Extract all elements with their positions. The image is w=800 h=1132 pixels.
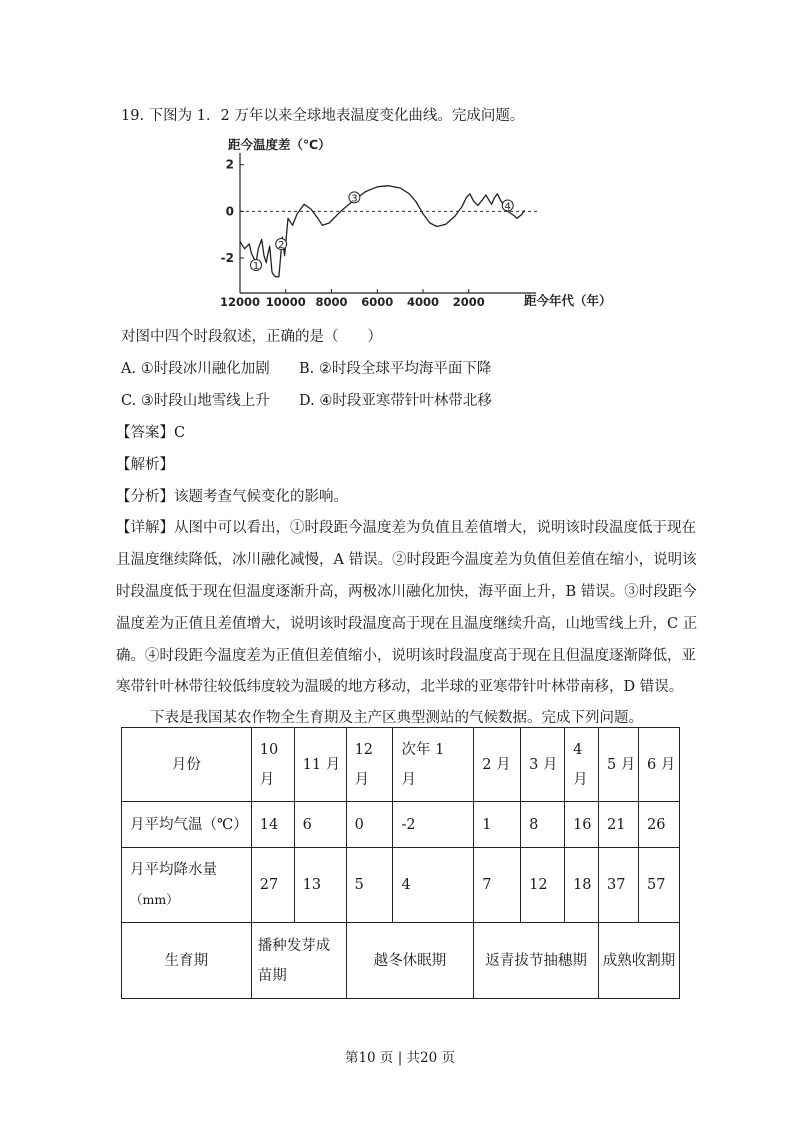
temperature-change-chart (219, 137, 618, 315)
precipitation-cell: 57 (638, 848, 679, 923)
detail-line-5: 确。④时段距今温度差为正值但差值缩小，说明该时段温度高于现在且但温度逐渐降低，亚 (116, 648, 696, 664)
question-prompt: 对图中四个时段叙述，正确的是（ ） (121, 329, 382, 345)
stage-cell: 越冬休眠期 (346, 923, 474, 999)
temperature-cell: 6 (294, 802, 346, 848)
month-cell: 4 月 (565, 728, 599, 802)
precipitation-cell: 12 (521, 848, 565, 923)
detail-line-6: 寒带针叶林带往较低纬度较为温暖的地方移动，北半球的亚寒带针叶林带南移，D 错误。 (116, 679, 684, 695)
answer: 【答案】C (116, 425, 186, 441)
stage-cell: 成熟收割期 (599, 923, 680, 999)
precip-label: 月平均降水量 (130, 862, 217, 878)
precipitation-cell: 37 (599, 848, 639, 923)
month-cell: 10 月 (251, 728, 294, 802)
temperature-cell: 16 (565, 802, 599, 848)
detail-line-2: 且温度继续降低，冰川融化减慢，A 错误。②时段距今温度差为负值但差值在缩小，说明该 (116, 552, 697, 568)
precipitation-cell: 7 (474, 848, 521, 923)
table-row-temperature (122, 802, 680, 848)
precipitation-cell: 27 (251, 848, 294, 923)
temperature-cell: 8 (521, 802, 565, 848)
chart-x-axis-label: 距今年代（年） (524, 293, 612, 308)
chart-y-tick-label: -2 (220, 251, 234, 265)
temperature-cell: -2 (393, 802, 474, 848)
chart-y-tick-label: 0 (225, 204, 234, 219)
option-d: D. ④时段亚寒带针叶林带北移 (299, 393, 492, 409)
month-cell: 次年 1 月 (393, 728, 474, 802)
row-header-precipitation (122, 848, 252, 923)
chart-period-marker-label: 3 (351, 193, 358, 205)
detail-line-3: 时段温度低于现在但温度逐渐升高，两极冰川融化加快，海平面上升，B 错误。③时段距今 (116, 584, 697, 600)
temperature-cell: 14 (251, 802, 294, 848)
precipitation-cell: 18 (565, 848, 599, 923)
temperature-cell: 1 (474, 802, 521, 848)
option-a: A. ①时段冰川融化加剧 (121, 361, 270, 377)
table-row-stage (122, 923, 680, 999)
stage-cell: 播种发芽成苗期 (251, 923, 346, 999)
question-stem: 19. 下图为 1．2 万年以来全球地表温度变化曲线。完成问题。 (121, 108, 525, 124)
detail-line-4: 温度差为正值且差值增大，说明该时段温度高于现在且温度继续升高，山地雪线上升，C 正 (116, 616, 698, 632)
page-footer: 第10 页 | 共20 页 (344, 1050, 456, 1066)
month-cell: 6 月 (638, 728, 679, 802)
chart-period-marker-label: 2 (277, 240, 285, 251)
month-cell: 12 月 (346, 728, 393, 802)
chart-y-axis-label: 距今温度差（℃） (228, 137, 331, 152)
month-cell: 2 月 (474, 728, 521, 802)
chart-x-tick-label: 8000 (315, 295, 348, 309)
chart-y-tick-label: 2 (225, 157, 234, 172)
climate-data-table (121, 727, 680, 999)
row-header-month: 月份 (122, 728, 252, 802)
analysis-label: 【解析】 (116, 457, 174, 473)
table-intro: 下表是我国某农作物全生育期及主产区典型测站的气候数据。完成下列问题。 (150, 710, 643, 726)
temperature-cell: 26 (638, 802, 679, 848)
detail-line-1: 【详解】从图中可以看出，①时段距今温度差为负值且差值增大，说明该时段温度低于现在 (116, 520, 696, 536)
chart-period-marker-label: 1 (252, 261, 260, 272)
precipitation-cell: 5 (346, 848, 393, 923)
analysis-fenxi: 【分析】该题考查气候变化的影响。 (116, 489, 348, 505)
option-c: C. ③时段山地雪线上升 (121, 393, 270, 409)
precipitation-cell: 13 (294, 848, 346, 923)
chart-x-tick-label: 4000 (407, 295, 440, 309)
month-cell: 11 月 (294, 728, 346, 802)
table-row-precipitation (122, 848, 680, 923)
row-header-temperature: 月平均气温（℃） (122, 802, 252, 848)
chart-x-tick-label: 10000 (265, 295, 306, 309)
chart-temperature-curve (240, 186, 525, 277)
row-header-stage: 生育期 (122, 923, 252, 999)
temperature-cell: 21 (599, 802, 639, 848)
month-cell: 5 月 (599, 728, 639, 802)
chart-x-tick-label: 2000 (452, 295, 485, 309)
month-cell: 3 月 (521, 728, 565, 802)
stage-cell: 返青拔节抽穗期 (474, 923, 599, 999)
chart-period-marker-label: 4 (504, 201, 511, 213)
option-b: B. ②时段全球平均海平面下降 (299, 361, 492, 377)
chart-x-tick-label: 6000 (361, 295, 394, 309)
precip-unit: （mm） (130, 892, 179, 907)
precipitation-cell: 4 (393, 848, 474, 923)
temperature-cell: 0 (346, 802, 393, 848)
table-row-month (122, 728, 680, 802)
chart-x-tick-label: 12000 (219, 295, 261, 309)
